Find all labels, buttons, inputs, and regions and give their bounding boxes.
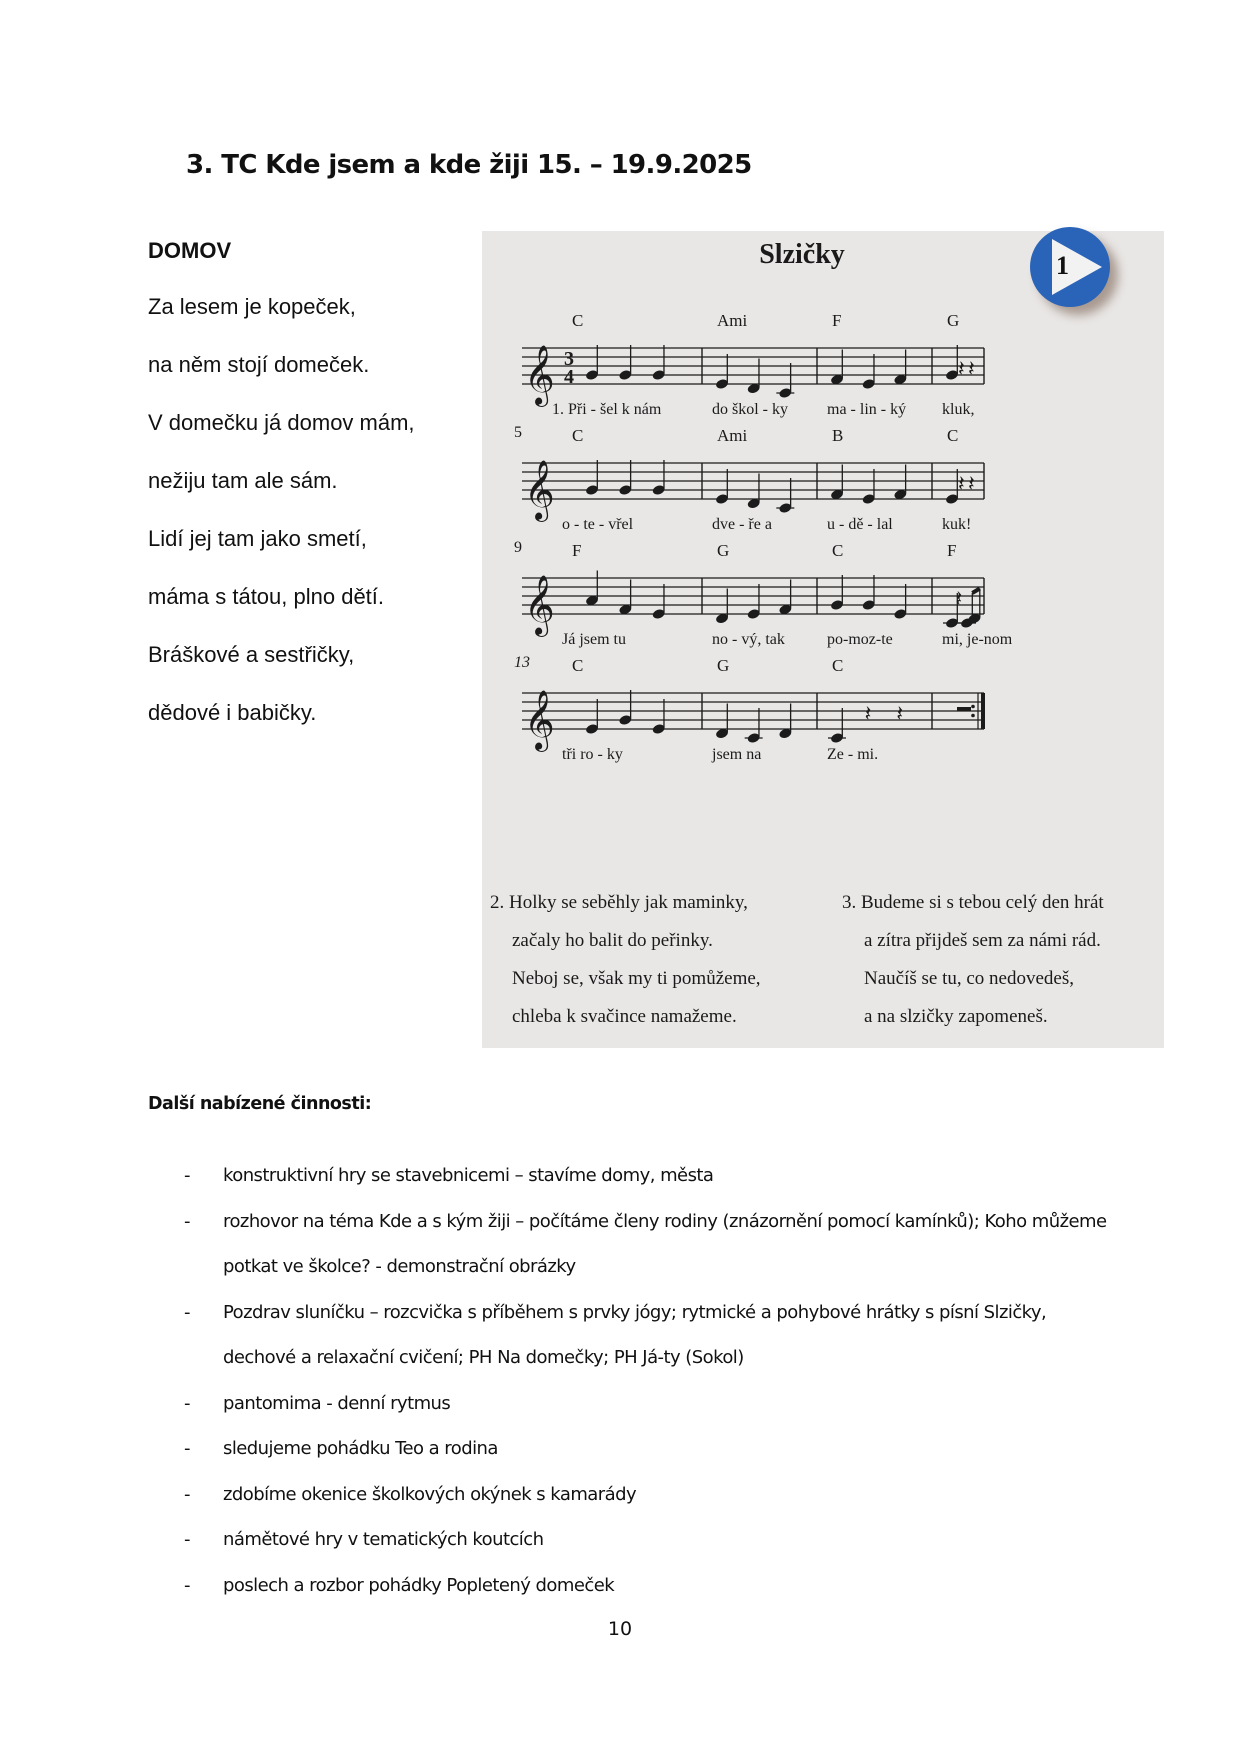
chord-symbol: Ami — [717, 426, 748, 445]
page-number: 10 — [607, 1618, 633, 1640]
verse-line: a na slzičky zapomeneš. — [864, 1006, 1048, 1027]
list-item — [148, 1517, 1108, 1563]
chord-symbol: C — [832, 541, 844, 560]
chord-symbol: F — [572, 541, 582, 560]
lyric-text: Já jsem tu — [562, 631, 626, 648]
activities-heading: Další nabízené činnosti: — [148, 1094, 372, 1114]
song-title: Slzičky — [759, 239, 845, 270]
time-signature-top: 3 — [564, 348, 574, 370]
lyric-text: dve - ře a — [712, 516, 772, 533]
list-bullet: - — [184, 1392, 190, 1414]
lyric-text: jsem na — [712, 746, 762, 763]
list-item — [148, 1426, 1108, 1472]
verse-2 — [490, 884, 761, 1036]
repeat-dot — [971, 705, 975, 709]
poem-line: nežiju tam ale sám. — [148, 468, 338, 493]
chord-symbol: G — [717, 541, 730, 560]
lyric-text: kuk! — [942, 516, 972, 533]
chord-symbol: G — [947, 311, 960, 330]
chord-symbol: Ami — [717, 311, 748, 330]
list-item-text: zdobíme okenice školkových okýnek s kamarády — [223, 1483, 637, 1505]
poem-line: Za lesem je kopeček, — [148, 294, 356, 319]
music-system — [514, 539, 1013, 648]
lyric-text: tři ro - ky — [562, 746, 623, 763]
poem-line: Lidí jej tam jako smetí, — [148, 526, 367, 551]
treble-clef-icon: 𝄞 — [524, 345, 555, 405]
chord-symbol: C — [947, 426, 959, 445]
chord-symbol: C — [832, 656, 844, 675]
quarter-rest: 𝄽 — [896, 702, 904, 727]
verse-line: a zítra přijdeš sem za námi rád. — [864, 930, 1101, 951]
chord-symbol: G — [717, 656, 730, 675]
list-item — [148, 1153, 1108, 1199]
time-signature-bottom: 4 — [564, 366, 574, 388]
verse-line: Naučíš se tu, co nedovedeš, — [864, 968, 1074, 989]
music-system — [514, 654, 985, 763]
half-rest — [957, 707, 971, 711]
lyric-text: no - vý, tak — [712, 631, 785, 648]
list-bullet: - — [184, 1574, 190, 1596]
quarter-rest: 𝄽 — [955, 587, 963, 612]
lyric-text: u - dě - lal — [827, 516, 893, 533]
quarter-rest: 𝄽 — [968, 357, 975, 382]
treble-clef-icon: 𝄞 — [524, 460, 555, 520]
list-item — [148, 1199, 1108, 1290]
quarter-rest: 𝄽 — [968, 472, 975, 497]
list-item-text: poslech a rozbor pohádky Popletený domeček — [223, 1574, 615, 1596]
lyric-text: mi, je-nom — [942, 631, 1013, 648]
list-bullet: - — [184, 1438, 190, 1459]
track-number: 1 — [1056, 251, 1069, 280]
final-barline-thick — [981, 693, 985, 729]
verse-line: 3. Budeme si s tebou celý den hrát — [842, 892, 1104, 913]
chord-symbol: F — [947, 541, 957, 560]
list-item-text: pantomima - denní rytmus — [223, 1392, 451, 1414]
chord-symbol: C — [572, 426, 584, 445]
poem-domov — [148, 238, 468, 742]
page-title: 3. TC Kde jsem a kde žiji 15. – 19.9.2025 — [186, 150, 752, 180]
poem-heading: DOMOV — [148, 238, 232, 263]
measure-number: 9 — [514, 539, 522, 556]
chord-symbol: B — [832, 426, 844, 445]
list-item — [148, 1472, 1108, 1518]
lyric-text: po-moz-te — [827, 631, 893, 648]
poem-line: V domečku já domov mám, — [148, 410, 415, 435]
poem-line: na něm stojí domeček. — [148, 352, 370, 377]
poem-line: máma s tátou, plno dětí. — [148, 584, 385, 609]
poem-line: dědové i babičky. — [148, 700, 317, 725]
lyric-text: do škol - ky — [712, 401, 788, 418]
verse-line: začaly ho balit do peřinky. — [512, 930, 713, 951]
lyric-text: ma - lin - ký — [827, 401, 907, 418]
list-item — [148, 1563, 1108, 1609]
list-item — [148, 1290, 1108, 1381]
list-item-text: rozhovor na téma Kde a s kým žiji – počítáme členy rodiny (znázornění pomocí kamínků); Koho můžeme potkat ve školce? - demonstrační obrázky — [223, 1210, 1107, 1277]
music-system — [522, 311, 984, 418]
measure-number: 13 — [514, 654, 530, 671]
lyric-text: o - te - vřel — [562, 516, 634, 533]
poem-line: Bráškové a sestřičky, — [148, 642, 355, 667]
list-bullet: - — [184, 1165, 190, 1186]
chord-symbol: C — [572, 311, 584, 330]
lyric-text: Ze - mi. — [827, 746, 879, 763]
list-item-text: sledujeme pohádku Teo a rodina — [223, 1438, 498, 1459]
sheet-music — [482, 231, 1164, 871]
list-bullet: - — [184, 1483, 190, 1505]
song-sheet-image — [482, 231, 1164, 1048]
repeat-dot — [971, 714, 975, 718]
lyric-text: kluk, — [942, 401, 975, 418]
list-item-text: námětové hry v tematických koutcích — [223, 1529, 544, 1550]
verse-line: Neboj se, však my ti pomůžeme, — [512, 968, 761, 989]
list-item-text: konstruktivní hry se stavebnicemi – stavíme domy, města — [223, 1165, 714, 1186]
list-bullet: - — [184, 1301, 190, 1323]
list-bullet: - — [184, 1529, 190, 1550]
activities-list — [148, 1153, 1108, 1608]
treble-clef-icon: 𝄞 — [524, 690, 555, 750]
treble-clef-icon: 𝄞 — [524, 575, 555, 635]
list-item-text: Pozdrav sluníčku – rozcvička s příběhem s prvky jógy; rytmické a pohybové hrátky s písní Slzičky, dechové a relaxační cvičení; PH Na domečky; PH Já-ty (Sokol) — [223, 1301, 1047, 1368]
chord-symbol: C — [572, 656, 584, 675]
music-system — [514, 424, 984, 533]
poem-lines — [148, 278, 468, 742]
quarter-rest: 𝄽 — [958, 472, 965, 497]
verse-3 — [842, 884, 1104, 1036]
note-beam — [972, 589, 980, 594]
list-bullet: - — [184, 1210, 190, 1232]
verse-line: chleba k svačince namažeme. — [512, 1006, 737, 1027]
verse-line: 2. Holky se seběhly jak maminky, — [490, 892, 748, 913]
lyric-text: 1. Při - šel k nám — [552, 401, 662, 418]
quarter-rest: 𝄽 — [864, 702, 872, 727]
quarter-rest: 𝄽 — [958, 357, 965, 382]
measure-number: 5 — [514, 424, 522, 441]
list-item — [148, 1381, 1108, 1427]
chord-symbol: F — [832, 311, 842, 330]
